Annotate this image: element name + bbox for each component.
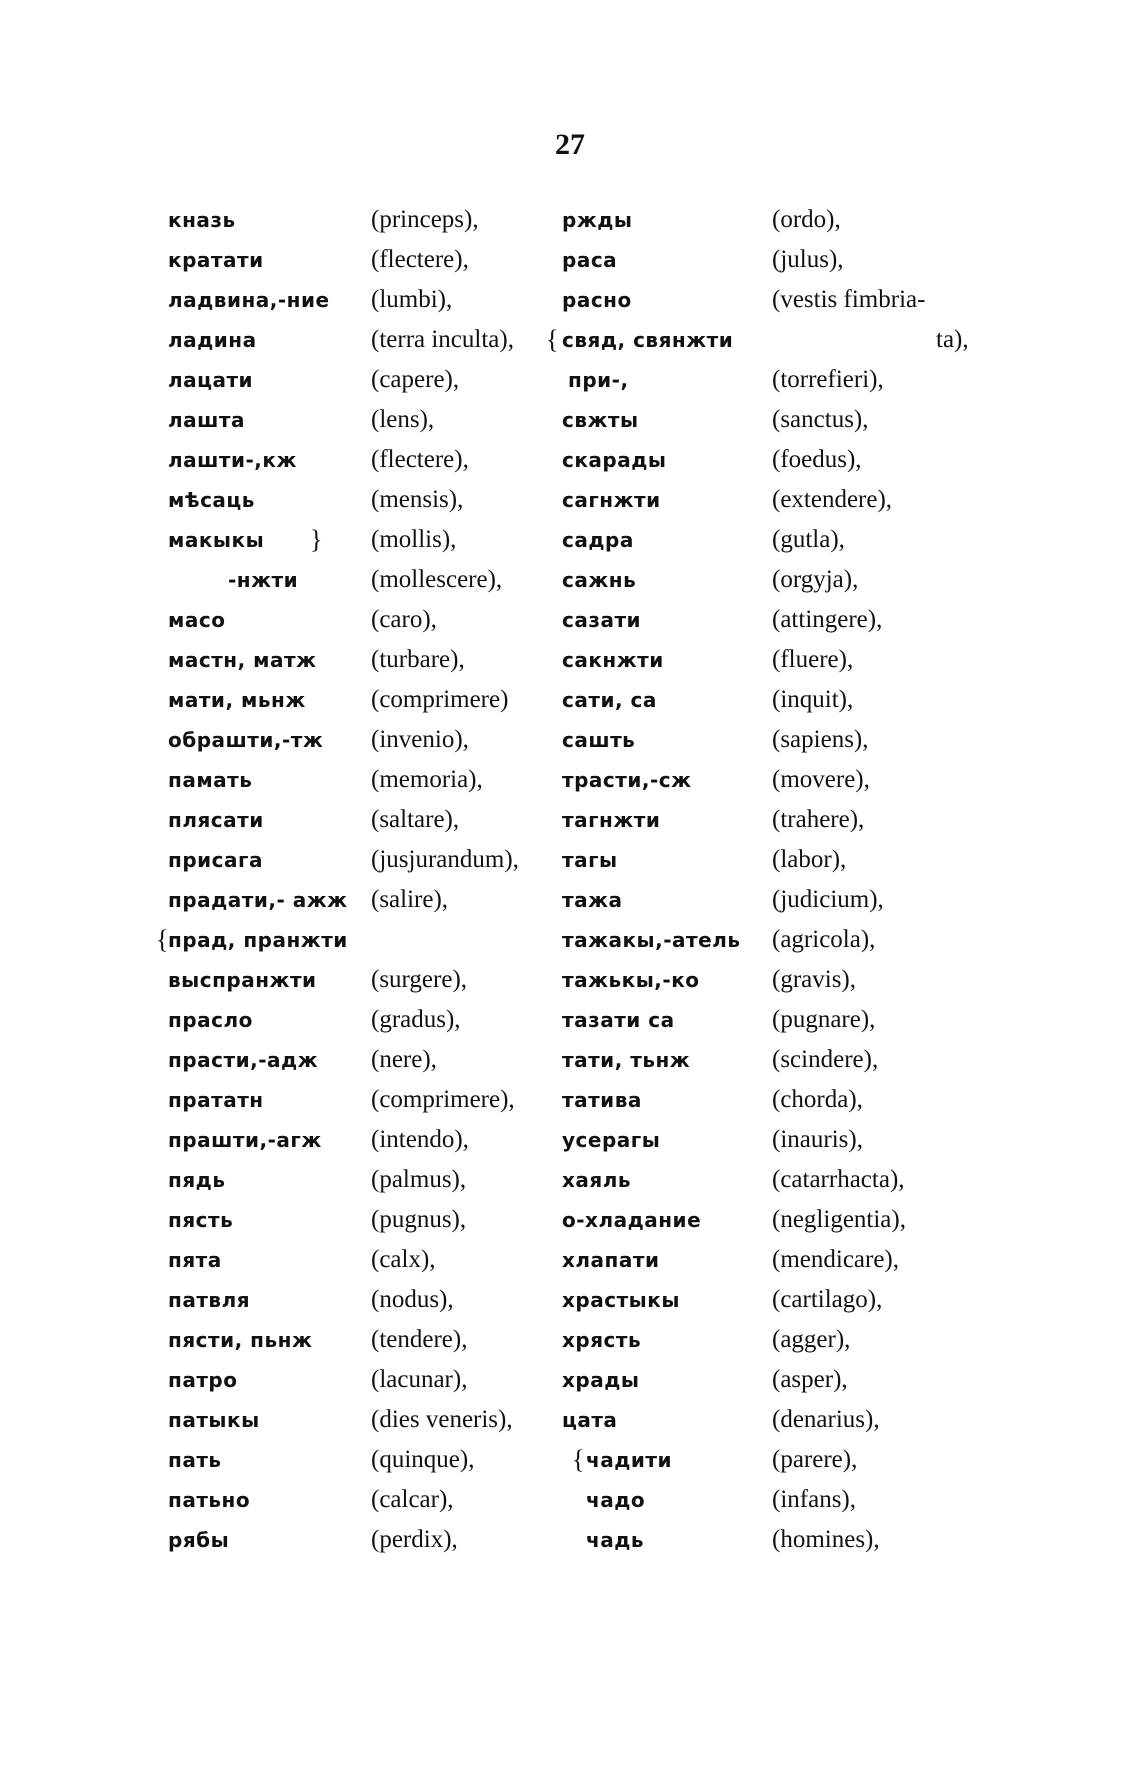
- latin-gloss: (cartilago),: [772, 1286, 883, 1313]
- latin-gloss: (capere),: [371, 366, 460, 393]
- slavonic-word: патвля: [168, 1288, 251, 1312]
- slavonic-word: мастн, матж: [168, 648, 317, 672]
- latin-gloss: (julus),: [772, 246, 844, 273]
- slavonic-word: свжты: [562, 408, 639, 432]
- slavonic-word: усерагы: [562, 1128, 661, 1152]
- slavonic-word: лацати: [168, 368, 254, 392]
- slavonic-word: цата: [562, 1408, 618, 1432]
- slavonic-word: о-хладание: [562, 1208, 702, 1232]
- glossary-row: [168, 760, 998, 800]
- latin-gloss: (nodus),: [371, 1286, 454, 1313]
- glossary-row: [168, 960, 998, 1000]
- latin-gloss: (nere),: [371, 1046, 437, 1073]
- slavonic-word: сажнь: [562, 568, 637, 592]
- latin-gloss: (scindere),: [772, 1046, 879, 1073]
- latin-gloss: (trahere),: [772, 806, 865, 833]
- slavonic-word: обрашти,-тж: [168, 728, 324, 752]
- slavonic-word: рябы: [168, 1528, 230, 1552]
- latin-gloss: (comprimere): [371, 686, 509, 713]
- slavonic-word: прататн: [168, 1088, 264, 1112]
- latin-gloss: (attingere),: [772, 606, 883, 633]
- latin-gloss: (negligentia),: [772, 1206, 906, 1233]
- latin-gloss: (dies veneris),: [371, 1406, 513, 1433]
- latin-gloss: (fluere),: [772, 646, 854, 673]
- latin-gloss: (vestis fimbria-: [772, 286, 926, 313]
- glossary-row: [168, 480, 998, 520]
- slavonic-word: прадати,- ажж: [168, 888, 348, 912]
- latin-gloss: (asper),: [772, 1366, 848, 1393]
- latin-gloss: (intendo),: [371, 1126, 469, 1153]
- glossary-row: [168, 280, 998, 320]
- latin-gloss: (salire),: [371, 886, 449, 913]
- latin-gloss: (gradus),: [371, 1006, 461, 1033]
- slavonic-word: тажькы,-ко: [562, 968, 700, 992]
- slavonic-word: макыкы: [168, 528, 265, 552]
- slavonic-word: трасти,-сж: [562, 768, 692, 792]
- latin-gloss: (gutla),: [772, 526, 845, 553]
- slavonic-word: чадо: [586, 1488, 646, 1512]
- slavonic-word: мѣсаць: [168, 488, 255, 512]
- latin-gloss: (princeps),: [371, 206, 479, 233]
- latin-gloss: (palmus),: [371, 1166, 467, 1193]
- glossary-table: [156, 200, 998, 1570]
- latin-gloss: (caro),: [371, 606, 437, 633]
- slavonic-word: хаяль: [562, 1168, 632, 1192]
- latin-gloss: (labor),: [772, 846, 847, 873]
- slavonic-word: масо: [168, 608, 226, 632]
- glossary-row: [168, 840, 998, 880]
- glossary-row: [168, 1400, 998, 1440]
- slavonic-word: храды: [562, 1368, 640, 1392]
- latin-gloss: (movere),: [772, 766, 870, 793]
- latin-gloss: (mensis),: [371, 486, 464, 513]
- latin-gloss: (foedus),: [772, 446, 862, 473]
- page-number: 27: [555, 128, 585, 161]
- glossary-row: [168, 600, 998, 640]
- slavonic-word: тати, тьнж: [562, 1048, 691, 1072]
- glossary-row: [156, 920, 998, 960]
- latin-gloss: (quinque),: [371, 1446, 475, 1473]
- latin-gloss: (judicium),: [772, 886, 884, 913]
- glossary-row: [168, 1280, 998, 1320]
- latin-gloss: (mollis),: [371, 526, 457, 553]
- slavonic-word: расно: [562, 288, 632, 312]
- latin-gloss: (sapiens),: [772, 726, 869, 753]
- latin-gloss: (pugnare),: [772, 1006, 876, 1033]
- latin-gloss: (sanctus),: [772, 406, 869, 433]
- latin-gloss: (comprimere),: [371, 1086, 515, 1113]
- latin-gloss: (ordo),: [772, 206, 841, 233]
- slavonic-word: пясти, пьнж: [168, 1328, 313, 1352]
- glossary-row: [168, 320, 998, 360]
- slavonic-word: прасло: [168, 1008, 253, 1032]
- latin-gloss: (torrefieri),: [772, 366, 884, 393]
- slavonic-word: пать: [168, 1448, 222, 1472]
- slavonic-word: садра: [562, 528, 634, 552]
- glossary-row: [168, 1040, 998, 1080]
- brace: {: [572, 1445, 585, 1474]
- glossary-row: [168, 1320, 998, 1360]
- glossary-row: [168, 1440, 998, 1480]
- glossary-row: [168, 1200, 998, 1240]
- latin-gloss: (saltare),: [371, 806, 460, 833]
- slavonic-word: лашти-,кж: [168, 448, 297, 472]
- latin-gloss: (pugnus),: [371, 1206, 467, 1233]
- glossary-row: [168, 1120, 998, 1160]
- slavonic-word: тажа: [562, 888, 623, 912]
- slavonic-word: ладина: [168, 328, 257, 352]
- glossary-row: [168, 560, 998, 600]
- latin-gloss: (calcar),: [371, 1486, 454, 1513]
- latin-gloss: (flectere),: [371, 446, 469, 473]
- latin-gloss: (gravis),: [772, 966, 856, 993]
- slavonic-word: раса: [562, 248, 618, 272]
- glossary-row: [168, 200, 998, 240]
- slavonic-word: тазати са: [562, 1008, 675, 1032]
- latin-gloss: (memoria),: [371, 766, 483, 793]
- latin-gloss: (agricola),: [772, 926, 876, 953]
- latin-gloss: (agger),: [772, 1326, 851, 1353]
- latin-gloss: (mendicare),: [772, 1246, 900, 1273]
- latin-gloss: (lens),: [371, 406, 435, 433]
- latin-gloss: (surgere),: [371, 966, 468, 993]
- brace: {: [156, 925, 169, 954]
- slavonic-word: прасти,-адж: [168, 1048, 319, 1072]
- latin-gloss: (mollescere),: [371, 566, 503, 593]
- latin-gloss: (infans),: [772, 1486, 856, 1513]
- slavonic-word: тагы: [562, 848, 618, 872]
- latin-gloss: (turbare),: [371, 646, 465, 673]
- latin-gloss: (jusjurandum),: [371, 846, 519, 873]
- glossary-row: [168, 520, 998, 560]
- latin-gloss: ta),: [936, 326, 969, 353]
- slavonic-word: выспранжти: [168, 968, 317, 992]
- slavonic-word: хлапати: [562, 1248, 660, 1272]
- glossary-row: [168, 800, 998, 840]
- slavonic-word: кратати: [168, 248, 264, 272]
- latin-gloss: (parere),: [772, 1446, 858, 1473]
- glossary-row: [168, 880, 998, 920]
- latin-gloss: (homines),: [772, 1526, 880, 1553]
- latin-gloss: (flectere),: [371, 246, 469, 273]
- slavonic-word: кназь: [168, 208, 236, 232]
- glossary-row: [168, 720, 998, 760]
- glossary-row: [168, 1160, 998, 1200]
- latin-gloss: (denarius),: [772, 1406, 880, 1433]
- slavonic-word: татива: [562, 1088, 642, 1112]
- latin-gloss: (perdix),: [371, 1526, 458, 1553]
- glossary-row: [168, 1520, 998, 1560]
- slavonic-word: памать: [168, 768, 253, 792]
- slavonic-word: пядь: [168, 1168, 226, 1192]
- glossary-row: [168, 1080, 998, 1120]
- glossary-row: [168, 1000, 998, 1040]
- slavonic-word: сагнжти: [562, 488, 661, 512]
- slavonic-word: тажакы,-атель: [562, 928, 741, 952]
- latin-gloss: (extendere),: [772, 486, 893, 513]
- glossary-row: [168, 1240, 998, 1280]
- latin-gloss: (catarrhacta),: [772, 1166, 905, 1193]
- glossary-row: [168, 1360, 998, 1400]
- slavonic-word: сати, са: [562, 688, 657, 712]
- slavonic-word: пята: [168, 1248, 222, 1272]
- slavonic-word: -нжти: [228, 568, 299, 592]
- slavonic-word: ладвина,-ние: [168, 288, 330, 312]
- latin-gloss: (lumbi),: [371, 286, 453, 313]
- glossary-row: [168, 240, 998, 280]
- slavonic-word: тагнжти: [562, 808, 661, 832]
- latin-gloss: (chorda),: [772, 1086, 863, 1113]
- slavonic-word: ржды: [562, 208, 633, 232]
- slavonic-word: скарады: [562, 448, 667, 472]
- slavonic-word: присага: [168, 848, 263, 872]
- glossary-row: [168, 640, 998, 680]
- glossary-row: [168, 680, 998, 720]
- slavonic-word: сазати: [562, 608, 642, 632]
- latin-gloss: (calx),: [371, 1246, 436, 1273]
- brace: }: [310, 525, 323, 554]
- slavonic-word: чадь: [586, 1528, 645, 1552]
- latin-gloss: (orgyja),: [772, 566, 859, 593]
- slavonic-word: при-,: [568, 368, 629, 392]
- slavonic-word: хрясть: [562, 1328, 642, 1352]
- slavonic-word: патро: [168, 1368, 238, 1392]
- slavonic-word: патыкы: [168, 1408, 260, 1432]
- glossary-row: [168, 360, 998, 400]
- slavonic-word: храстыкы: [562, 1288, 680, 1312]
- slavonic-word: плясати: [168, 808, 264, 832]
- latin-gloss: (lacunar),: [371, 1366, 468, 1393]
- latin-gloss: (inauris),: [772, 1126, 863, 1153]
- slavonic-word: мати, мьнж: [168, 688, 306, 712]
- slavonic-word: свяд, свянжти: [562, 328, 734, 352]
- slavonic-word: лашта: [168, 408, 245, 432]
- slavonic-word: сакнжти: [562, 648, 664, 672]
- latin-gloss: (invenio),: [371, 726, 469, 753]
- slavonic-word: пясть: [168, 1208, 234, 1232]
- glossary-row: [168, 400, 998, 440]
- slavonic-word: чадити: [586, 1448, 672, 1472]
- glossary-row: [168, 440, 998, 480]
- brace: {: [546, 325, 559, 354]
- slavonic-word: сашть: [562, 728, 636, 752]
- slavonic-word: прад, пранжти: [168, 928, 348, 952]
- slavonic-word: прашти,-агж: [168, 1128, 322, 1152]
- slavonic-word: патьно: [168, 1488, 251, 1512]
- latin-gloss: (tendere),: [371, 1326, 468, 1353]
- latin-gloss: (terra inculta),: [371, 326, 514, 353]
- glossary-row: [168, 1480, 998, 1520]
- latin-gloss: (inquit),: [772, 686, 854, 713]
